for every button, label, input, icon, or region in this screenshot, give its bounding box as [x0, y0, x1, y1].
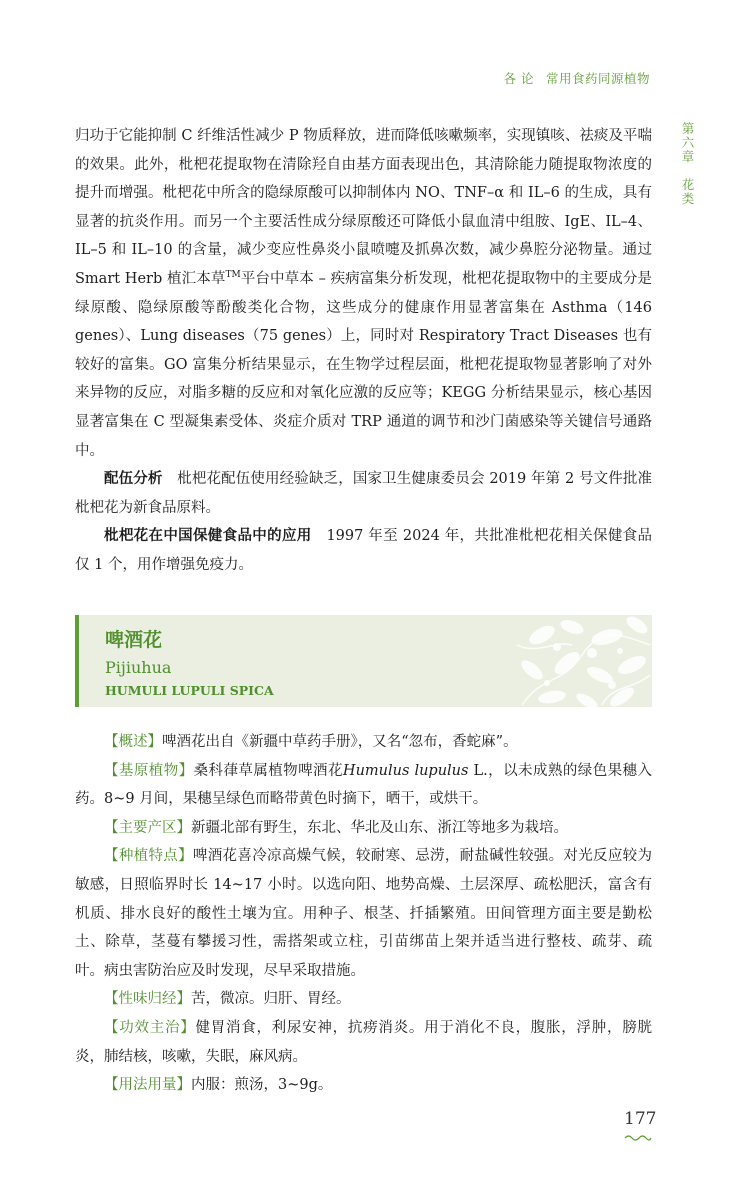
category-label: 花类 — [681, 177, 695, 206]
entry-tag: 【用法用量】 — [104, 1077, 191, 1094]
entry-tag: 【种植特点】 — [104, 848, 193, 865]
herb-entries — [75, 728, 652, 1100]
latin-binomial: Humulus lupulus — [342, 762, 469, 779]
chapter-label: 第六章 — [681, 121, 695, 164]
entry-tag: 【功效主治】 — [104, 1019, 196, 1036]
entry-usage: 【用法用量】内服：煎汤，3~9g。 — [104, 1077, 333, 1094]
entry-overview: 【概述】啤酒花出自《新疆中草药手册》，又名“忽布，香蛇麻”。 — [104, 734, 518, 750]
entry-tag: 【性味归经】 — [104, 991, 191, 1008]
compatibility-heading: 配伍分析 — [104, 470, 163, 488]
chapter-title: 常用食药同源植物 — [545, 71, 650, 86]
compatibility-paragraph: 配伍分析 枇杷花配伍使用经验缺乏，国家卫生健康委员会 2019 年第 2 号文件批准枇杷花为新食品原料。 — [75, 470, 653, 516]
continued-paragraph: 归功于它能抑制 C 纤维活性减少 P 物质释放，进而降低咳嗽频率，实现镇咳、祛痰及平喘的效果。此外，枇杷花提取物在清除羟自由基方面表现出色，其清除能力随提取物浓度的提升而增强。枇杷花中所含的隐绿原酸可以抑制体内 NO、TNF–α 和 IL–6 的生成，具有显著的抗炎作用。而另一个主要活性成分绿原酸还可降低小鼠血清中组胺、IgE、IL–4、IL–5 和 IL–10 的含量，减少变应性鼻炎小鼠喷嚏及抓鼻次数，减少鼻腔分泌物量。通过 Smart Herb 植汇本草™平台中草本 – 疾病富集分析发现，枇杷花提取物中的主要成分是绿原酸、隐绿原酸等酚酸类化合物，这些成分的健康作用显著富集在 Asthma（146 genes）、Lung diseases（75 genes）上，同时对 Respiratory Tract Diseases 也有较好的富集。GO 富集分析结果显示，在生物学过程层面，枇杷花提取物显著影响了对外来异物的反应，对脂多糖的反应和对氧化应激的反应等；KEGG 分析结果显示，核心基因显著富集在 C 型凝集素受体、炎症介质对 TRP 通道的调节和沙门菌感染等关键信号通路中。 — [75, 128, 653, 459]
chapter-side-tab — [681, 122, 695, 206]
section-label: 各 论 — [503, 71, 534, 86]
entry-region: 【主要产区】新疆北部有野生，东北、华北及山东、浙江等地多为栽培。 — [104, 819, 568, 836]
banner-accent-bar — [75, 615, 79, 707]
running-header — [504, 69, 651, 87]
entry-nature: 【性味归经】苦，微凉。归肝、胃经。 — [104, 991, 351, 1008]
entry-plant: 【基原植物】桑科葎草属植物啤酒花Humulus lupulus L.，以未成熟的绿色果穗入药。8~9 月间，果穗呈绿色而略带黄色时摘下，晒干，或烘干。 — [75, 762, 652, 808]
health-food-heading: 枇杷花在中国保健食品中的应用 — [104, 527, 312, 545]
herb-title-banner — [75, 615, 652, 707]
herb-name-latin: HUMULI LUPULI SPICA — [105, 683, 274, 698]
entry-efficacy: 【功效主治】健胃消食，利尿安神，抗痨消炎。用于消化不良，腹胀，浮肿，膀胱炎，肺结核，咳嗽，失眠，麻风病。 — [75, 1019, 653, 1065]
entry-tag: 【基原植物】 — [104, 762, 194, 779]
health-food-paragraph: 枇杷花在中国保健食品中的应用 1997 年至 2024 年，共批准枇杷花相关保健食品仅 1 个，用作增强免疫力。 — [75, 527, 653, 573]
herb-name-chinese: 啤酒花 — [105, 629, 163, 651]
floral-pattern-icon — [512, 615, 652, 707]
entry-tag: 【主要产区】 — [104, 819, 191, 836]
page-number: 177 — [624, 1109, 657, 1129]
main-text — [75, 122, 652, 580]
herb-name-pinyin: Pijiuhua — [105, 658, 172, 677]
entry-cultivation: 【种植特点】啤酒花喜冷凉高燥气候，较耐寒、忌涝，耐盐碱性较强。对光反应较为敏感，日照临界时长 14~17 小时。以选向阳、地势高燥、土层深厚、疏松肥沃，富含有机质、排水良好的酸性土壤为宜。用种子、根茎、扦插繁殖。田间管理方面主要是勤松土、除草，茎蔓有攀援习性，需搭架或立柱，引苗绑苗上架并适当进行整枝、疏芽、疏叶。病虫害防治应及时发现，尽早采取措施。 — [75, 848, 653, 979]
entry-tag: 【概述】 — [104, 734, 162, 750]
trademark: TM — [225, 270, 241, 281]
wave-ornament-icon — [624, 1134, 652, 1142]
